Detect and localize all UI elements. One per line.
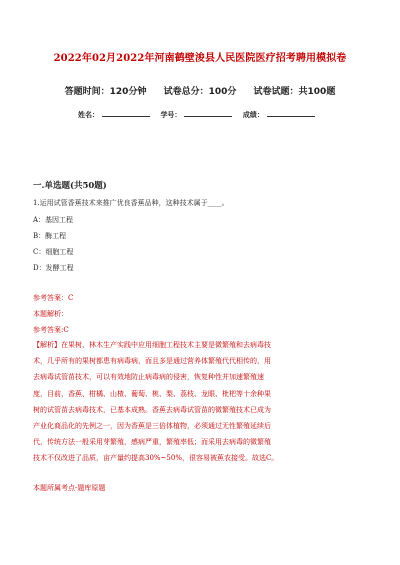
analysis-line: 度，目前，香蕉、柑橘、山楂、葡萄、桃、梨、荔枝、龙眼、枇杷等十余种果 — [33, 389, 271, 398]
analysis-line: 【解析】在果树、林木生产实践中应用细胞工程技术主要是微繁殖和去病毒技 — [33, 341, 271, 349]
exam-title: 2022年02月2022年河南鹤壁浚县人民医院医疗招考聘用模拟卷 — [53, 53, 347, 64]
option-d: D：发酵工程 — [33, 264, 74, 272]
option-a: A：基因工程 — [33, 216, 74, 224]
analysis-line: 术，几乎所有的果树都患有病毒病，而且多是通过营养体繁殖代代相传的，用 — [33, 357, 271, 366]
analysis-line: 去病毒试管苗技术，可以有效地防止病毒病的侵害，恢复种性并加速繁殖速 — [33, 373, 264, 382]
question-source: 本题所属考点-题库原题 — [33, 484, 106, 492]
analysis-line: 代，传统方法一般采用芽繁殖，感病严重，繁殖率低；而采用去病毒的微繁殖 — [33, 438, 271, 447]
student-info-row — [78, 108, 323, 120]
reference-answer-2: 参考答案:C — [33, 326, 69, 334]
analysis-text — [33, 337, 363, 467]
section-heading: 一.单选题(共50题) — [33, 181, 107, 191]
option-list — [33, 212, 74, 276]
exam-meta — [0, 84, 400, 97]
exam-time: 答题时间：120分钟 — [64, 87, 147, 97]
option-b: B：酶工程 — [33, 232, 67, 240]
grade-field — [243, 108, 315, 120]
name-field — [78, 108, 150, 120]
name-label: 姓名： — [78, 111, 99, 119]
id-field — [160, 108, 232, 120]
grade-label: 成绩： — [242, 111, 264, 119]
analysis-line: 树的试管苗去病毒技术，已基本成熟。香蕉去病毒试管苗的微繁殖技术已成为 — [33, 405, 271, 414]
option-c: C：细胞工程 — [33, 248, 74, 256]
reference-answer: 参考答案：C — [33, 294, 74, 302]
grade-blank — [267, 108, 315, 117]
analysis-line: 产业化商品化的先例之一，因为香蕉是三倍体植物，必须通过无性繁殖延续后 — [33, 422, 271, 431]
question-text: 1.运用试管香蕉技术来推广优良香蕉品种，这种技术属于____。 — [33, 199, 229, 207]
analysis-line: 技术不仅改进了品质，亩产量约提高30%~50%，很容易被蕉农接受。故选C。 — [33, 454, 279, 463]
name-blank — [102, 108, 150, 117]
exam-count: 试卷试题：共100题 — [253, 87, 336, 97]
exam-score: 试卷总分：100分 — [163, 87, 237, 97]
explanation-label: 本题解析： — [33, 310, 68, 318]
id-label: 学号： — [160, 111, 182, 119]
id-blank — [184, 108, 232, 117]
